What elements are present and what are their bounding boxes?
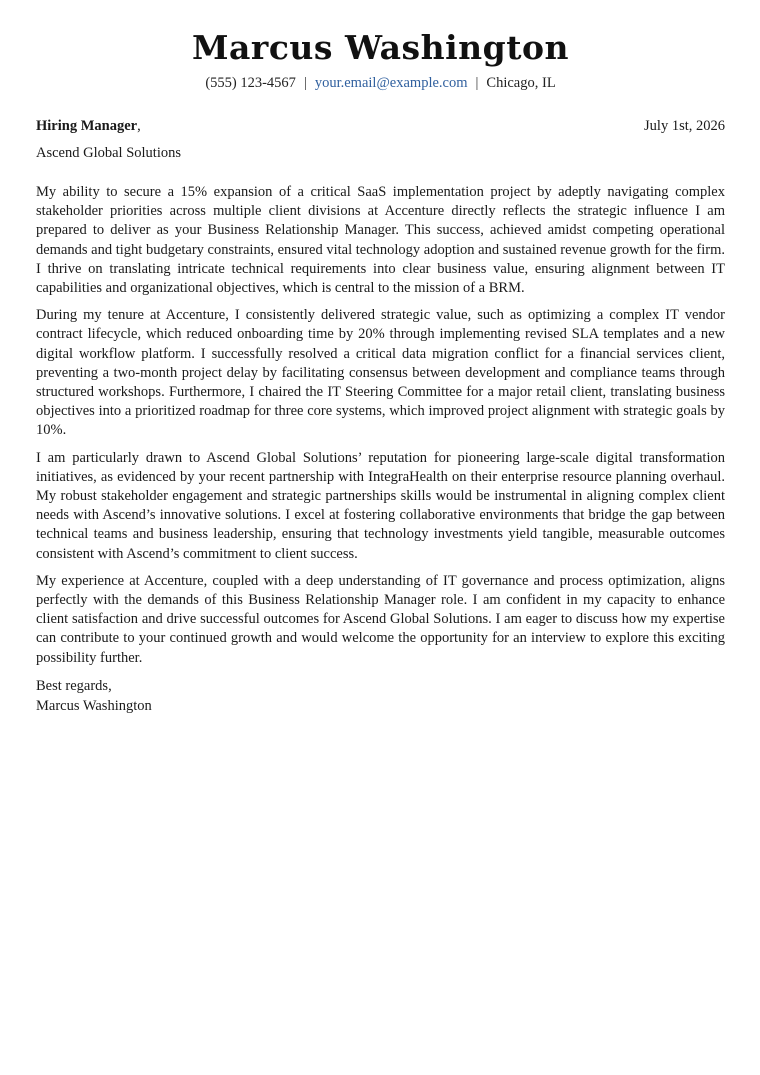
signature-name: Marcus Washington [36, 697, 152, 714]
location: Chicago, IL [486, 75, 556, 91]
applicant-name: Marcus Washington [192, 28, 569, 67]
company-name: Ascend Global Solutions [36, 145, 181, 161]
body-paragraph: During my tenure at Accenture, I consistently delivered strategic value, such as optimizing a complex IT vendor contract lifecycle, which reduced onboarding time by 20% through implementing revised SLA templates and a new digital workflow platform. I successfully resolved a critical data migration conflict for a financial services client, preventing a two-month project delay by facilitating consensus between development and compliance teams through structured workshops. Furthermore, I chaired the IT Steering Committee for a major retail client, translating business objectives into a prioritized roadmap for three core systems, which improved project alignment with strategic goals by 10%. [36, 307, 725, 439]
body-paragraph: My experience at Accenture, coupled with a deep understanding of IT governance and process optimization, aligns perfectly with the demands of this Business Relationship Manager role. I am confident in my capacity to enhance client satisfaction and drive successful outcomes for Ascend Global Solutions. I am eager to discuss how my expertise can contribute to your continued growth and would welcome the opportunity for an interview to explore this exciting possibility further. [36, 572, 725, 666]
contact-separator: | [303, 75, 307, 91]
letter-body [36, 183, 725, 668]
closing-block [36, 676, 725, 716]
recipient-name: Hiring Manager [36, 118, 138, 134]
recipient-comma: , [137, 118, 141, 134]
phone-number: (555) 123-4567 [205, 75, 296, 91]
closing-phrase: Best regards, [36, 677, 112, 694]
body-paragraph: My ability to secure a 15% expansion of a critical SaaS implementation project by adeptly navigating complex stakeholder priorities across multiple client divisions at Accenture directly reflects the strategic influence I am prepared to deliver as your Business Relationship Manager. This success, achieved amidst competing operational demands and tight budgetary constraints, ensured vital technology adoption and sustained revenue growth for the firm. I thrive on translating intricate technical requirements into clear business value, ensuring alignment between IT capabilities and organizational objectives, which is central to the mission of a BRM. [36, 184, 725, 297]
contact-line [36, 73, 725, 93]
email-link[interactable]: your.email@example.com [314, 75, 468, 91]
letter-date: July 1st, 2026 [644, 118, 725, 134]
cover-letter-page [36, 26, 725, 716]
recipient-date-row [36, 116, 725, 136]
contact-separator: | [475, 75, 479, 91]
body-paragraph: I am particularly drawn to Ascend Global Solutions’ reputation for pioneering large-scale digital transformation initiatives, as evidenced by your recent partnership with IntegraHealth on their enterprise resource planning overhaul. My robust stakeholder engagement and strategic partnerships skills would be instrumental in aligning complex client needs with Ascend’s innovative solutions. I excel at fostering collaborative environments that bridge the gap between technical teams and business leadership, ensuring that technology investments yield tangible, measurable outcomes consistent with Ascend’s commitment to client success. [36, 449, 725, 562]
recipient-line [36, 116, 141, 136]
